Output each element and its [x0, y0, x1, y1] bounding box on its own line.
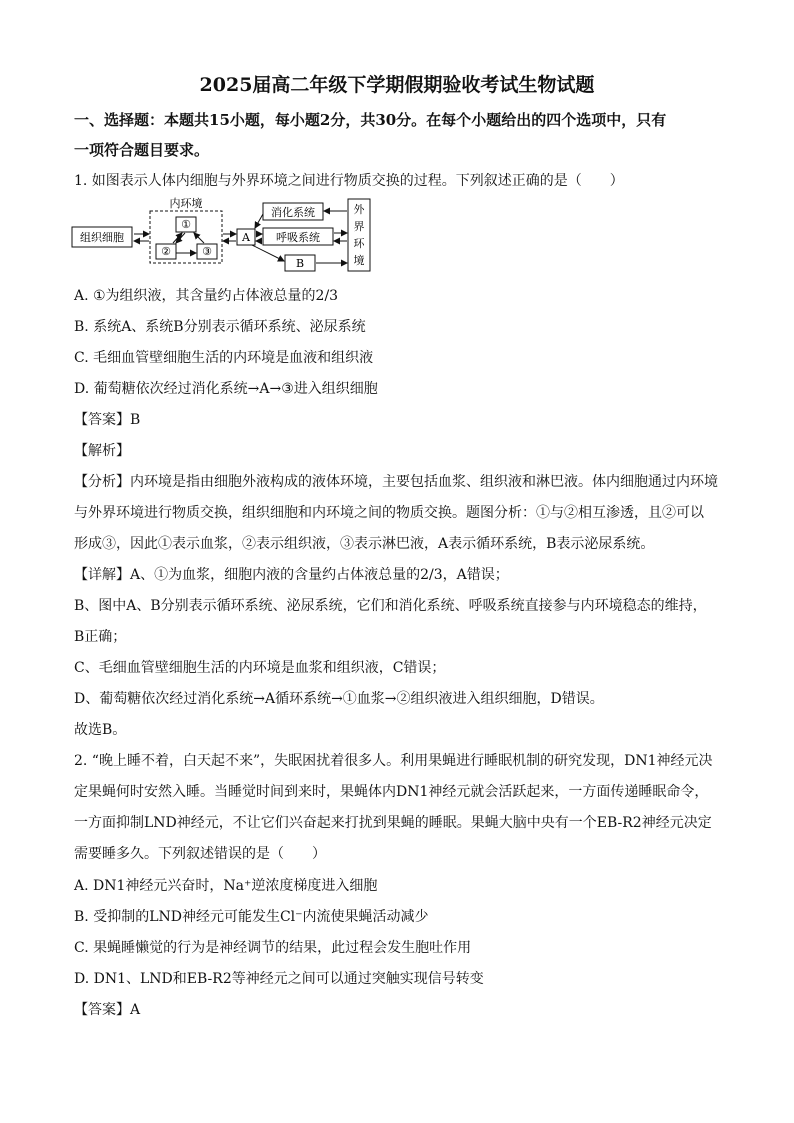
node-2: ②	[161, 245, 171, 258]
q2-answer: 【答案】A	[74, 1002, 141, 1018]
q1-answer: 【答案】B	[74, 412, 141, 428]
respiratory-system-label: 呼吸系统	[276, 231, 320, 244]
q1-analysis-label: 【解析】	[74, 443, 130, 459]
q1-detail-line-6: 故选B。	[74, 722, 127, 738]
system-b-label: B	[295, 257, 305, 270]
internal-env-label: 内环境	[169, 197, 203, 210]
q1-detail-line-1: 【详解】A、①为血浆，细胞内液的含量约占体液总量的2/3，A错误；	[74, 567, 509, 583]
q1-detail-line-4: C、毛细血管壁细胞生活的内环境是血浆和组织液，C错误；	[74, 660, 446, 676]
section-heading-line-1: 一、选择题：本题共15小题，每小题2分，共30分。在每个小题给出的四个选项中，只有	[74, 111, 667, 129]
q1-option-b: B. 系统A、系统B分别表示循环系统、泌尿系统	[74, 319, 366, 335]
q1-diagram	[70, 197, 380, 275]
page-title: 2025届高二年级下学期假期验收考试生物试题	[199, 74, 595, 96]
q1-option-d: D. 葡萄糖依次经过消化系统→A→③进入组织细胞	[74, 381, 378, 397]
q2-stem-line-1: 2. “晚上睡不着，白天起不来”，失眠困扰着很多人。利用果蝇进行睡眠机制的研究发现，DN1神经元决	[74, 753, 713, 769]
external-env-char-1: 外	[353, 203, 365, 216]
q2-stem-line-4: 需要睡多久。下列叙述错误的是（ ）	[74, 846, 326, 862]
q2-stem-line-2: 定果蝇何时安然入睡。当睡觉时间到来时，果蝇体内DN1神经元就会活跃起来，一方面传递睡眠命令，	[74, 784, 709, 800]
q1-option-c: C. 毛细血管壁细胞生活的内环境是血液和组织液	[74, 350, 374, 366]
q1-detail-line-5: D、葡萄糖依次经过消化系统→A循环系统→①血浆→②组织液进入组织细胞，D错误。	[74, 691, 604, 707]
q1-analysis-line-2: 与外界环境进行物质交换，组织细胞和内环境之间的物质交换。题图分析：①与②相互渗透，且②可以	[74, 505, 704, 521]
q2-option-b: B. 受抑制的LND神经元可能发生Cl⁻内流使果蝇活动减少	[74, 909, 429, 925]
external-env-char-3: 环	[353, 237, 365, 250]
q2-option-c: C. 果蝇睡懒觉的行为是神经调节的结果，此过程会发生胞吐作用	[74, 940, 472, 956]
external-env-char-2: 界	[353, 220, 365, 233]
q2-option-a: A. DN1神经元兴奋时，Na⁺逆浓度梯度进入细胞	[74, 878, 378, 894]
q1-analysis-line-1: 【分析】内环境是指由细胞外液构成的液体环境，主要包括血浆、组织液和淋巴液。体内细胞通过内环境	[74, 474, 718, 490]
q2-stem-line-3: 一方面抑制LND神经元，不让它们兴奋起来打扰到果蝇的睡眠。果蝇大脑中央有一个EB-R2神经元决定	[74, 815, 712, 831]
tissue-cell-label: 组织细胞	[80, 231, 124, 244]
node-1: ①	[181, 218, 191, 231]
node-3: ③	[202, 245, 212, 258]
q1-detail-line-3: B正确；	[74, 629, 127, 645]
section-heading-line-2: 一项符合题目要求。	[74, 141, 210, 159]
external-env-char-4: 境	[353, 254, 365, 267]
digestive-system-label: 消化系统	[271, 206, 315, 219]
q1-analysis-line-3: 形成③，因此①表示血浆，②表示组织液，③表示淋巴液，A表示循环系统，B表示泌尿系统。	[74, 536, 655, 552]
q1-stem: 1. 如图表示人体内细胞与外界环境之间进行物质交换的过程。下列叙述正确的是（ ）	[74, 173, 624, 189]
system-a-label: A	[242, 231, 250, 244]
q1-detail-line-2: B、图中A、B分别表示循环系统、泌尿系统，它们和消化系统、呼吸系统直接参与内环境稳态的维持，	[74, 598, 707, 614]
q2-option-d: D. DN1、LND和EB-R2等神经元之间可以通过突触实现信号转变	[74, 971, 484, 987]
q1-option-a: A. ①为组织液，其含量约占体液总量的2/3	[74, 288, 339, 304]
